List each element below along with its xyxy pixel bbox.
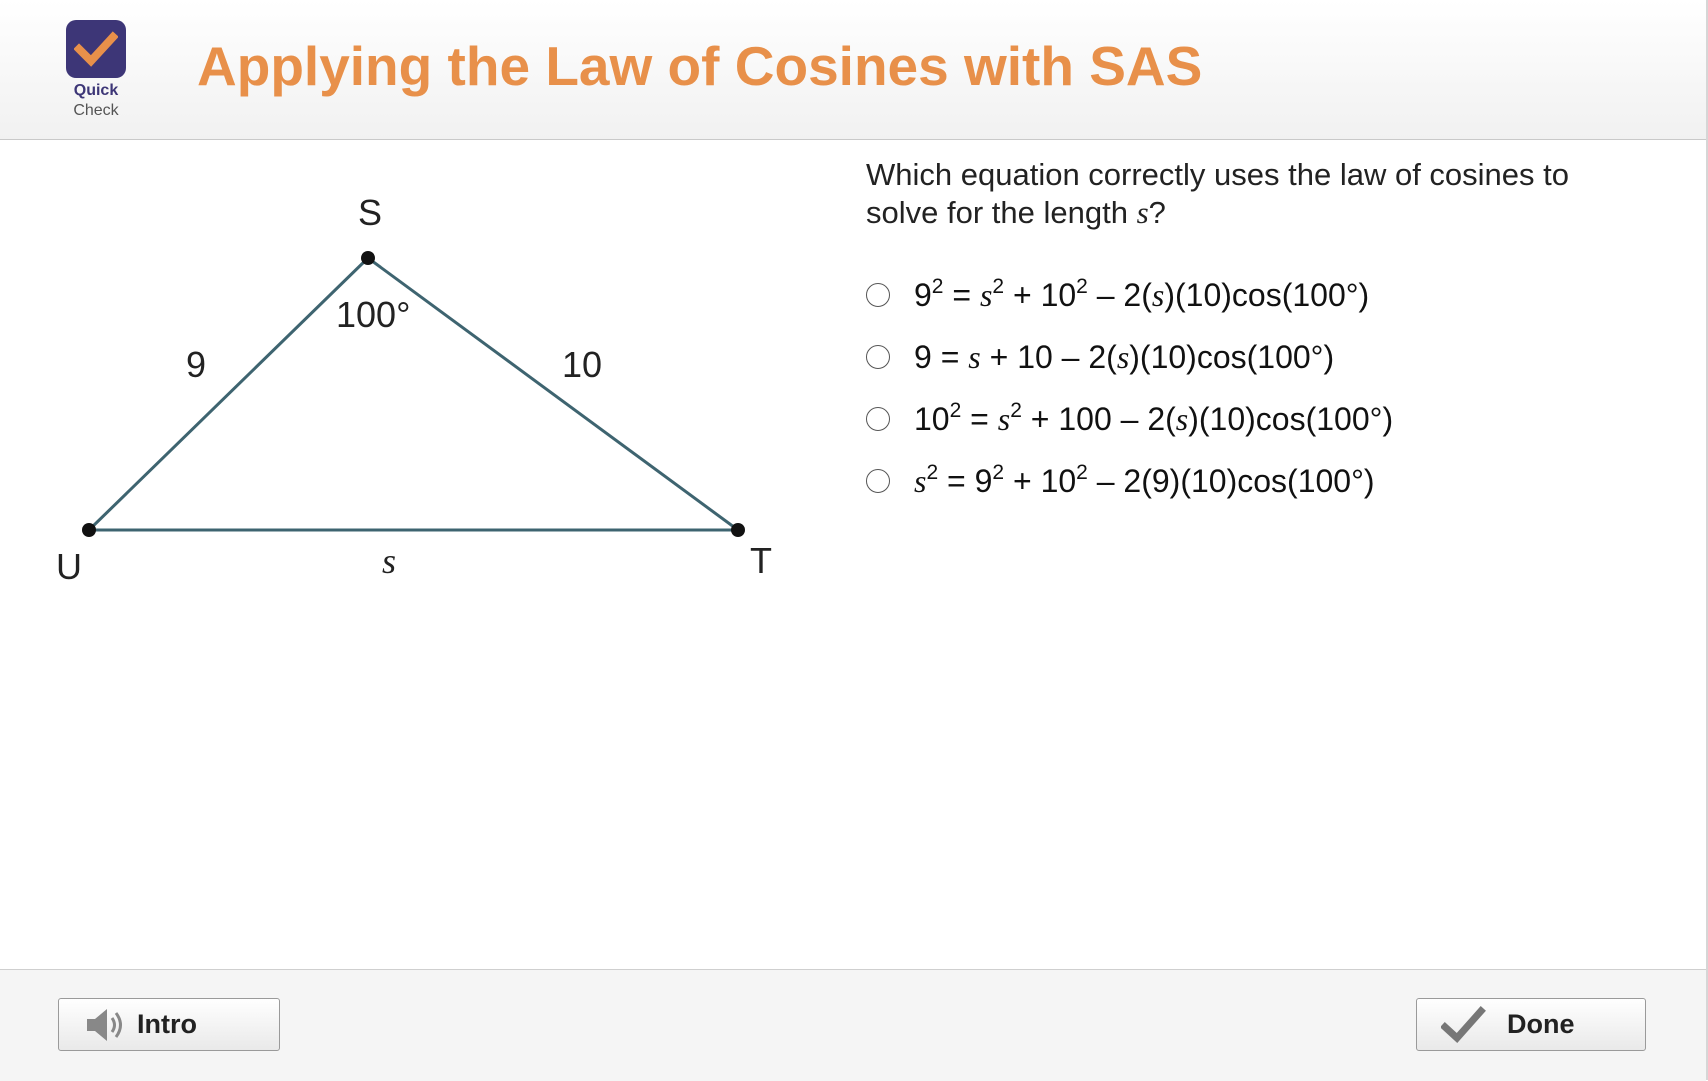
answer-option-label: $10^2 = s^2 + 100 - 2(s)(10)\cos(100^\circ)$	[914, 398, 1394, 437]
vertex-u-dot	[82, 523, 96, 537]
badge-line1: Quick	[73, 82, 119, 99]
side-st-label: 10	[562, 344, 603, 385]
question-text-before: Which equation correctly uses the law of cosines to solve for the length	[866, 157, 1570, 230]
variable-s: s	[997, 400, 1011, 437]
variable-s: s	[1175, 400, 1189, 437]
badge-line2: Check	[73, 102, 119, 119]
answer-option-label: $9^2 = s^2 + 10^2 - 2(s)(10)\cos(100^\circ)$	[914, 274, 1370, 313]
side-us	[89, 258, 368, 530]
vertex-u-label: U	[56, 546, 82, 587]
speaker-icon	[83, 1005, 129, 1045]
answer-option-1[interactable]	[866, 264, 1666, 326]
exponent: 2	[1076, 460, 1088, 484]
exponent: 2	[992, 460, 1005, 484]
exponent: 2	[1010, 398, 1022, 422]
badge-label	[56, 81, 136, 121]
triangle-diagram	[40, 180, 800, 620]
vertex-t-label: T	[750, 540, 772, 581]
radio-button[interactable]	[866, 469, 890, 493]
variable-s: s	[979, 276, 993, 313]
exponent: 2	[992, 274, 1005, 298]
angle-s-label: 100°	[336, 294, 411, 335]
checkmark-icon	[1441, 1005, 1487, 1045]
variable-s: s	[1116, 338, 1130, 375]
quick-check-badge	[66, 20, 127, 121]
vertex-s-dot	[361, 251, 375, 265]
radio-button[interactable]	[866, 345, 890, 369]
vertex-s-label: S	[358, 192, 383, 233]
variable-s: s	[968, 338, 981, 375]
side-us-label: 9	[186, 344, 207, 385]
variable-s: s	[914, 462, 927, 499]
question-variable: s	[1136, 195, 1149, 230]
intro-button[interactable]	[58, 998, 280, 1051]
side-st	[368, 258, 738, 530]
header-bar	[0, 0, 1708, 140]
answer-option-label: $s^2 = 9^2 + 10^2 - 2(9)(10)\cos(100^\circ)$	[914, 460, 1375, 499]
done-button[interactable]	[1416, 998, 1646, 1051]
exponent: 2	[949, 398, 962, 422]
radio-button[interactable]	[866, 407, 890, 431]
quick-check-icon	[66, 20, 126, 78]
triangle-figure	[40, 180, 800, 620]
vertex-t-dot	[731, 523, 745, 537]
question-text	[866, 156, 1646, 232]
footer-bar	[0, 969, 1706, 1081]
answer-option-3[interactable]	[866, 388, 1666, 450]
variable-s: s	[1151, 276, 1165, 313]
exponent: 2	[931, 274, 944, 298]
question-text-after: ?	[1148, 195, 1166, 230]
answer-option-4[interactable]	[866, 450, 1666, 512]
exponent: 2	[926, 460, 939, 484]
radio-button[interactable]	[866, 283, 890, 307]
done-label: Done	[1507, 1009, 1575, 1039]
answer-option-label: 9 = s + 10 – 2(s)(10)cos(100°)	[914, 338, 1335, 375]
answer-option-2[interactable]	[866, 326, 1666, 388]
side-ut-label: s	[382, 541, 397, 581]
answer-options	[866, 264, 1666, 512]
page-title: Applying the Law of Cosines with SAS	[197, 35, 1203, 97]
intro-label: Intro	[137, 1009, 197, 1039]
exponent: 2	[1076, 274, 1088, 298]
